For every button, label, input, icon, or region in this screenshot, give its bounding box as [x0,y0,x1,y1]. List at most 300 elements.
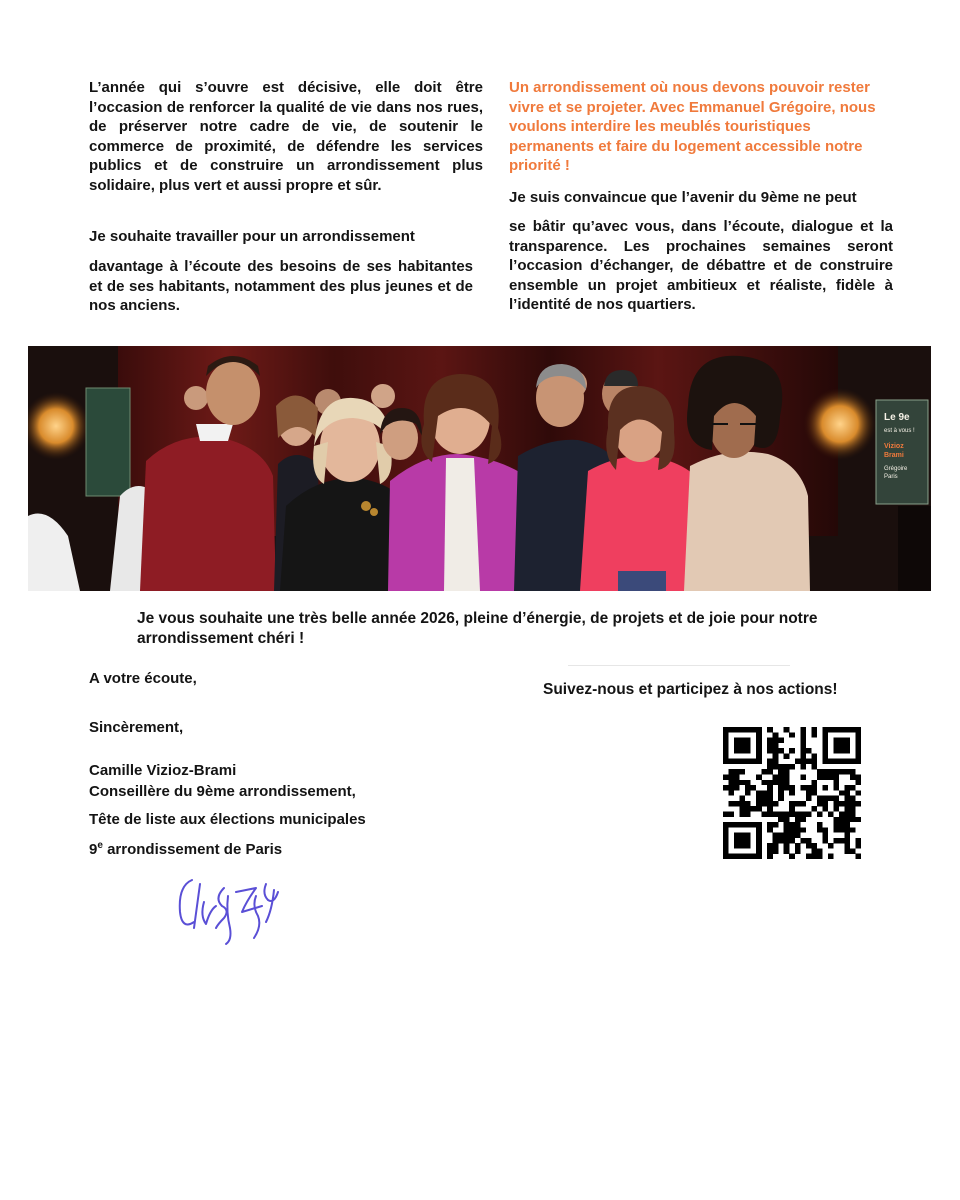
qr-module [811,785,817,790]
qr-module [789,732,795,737]
qr-module [800,838,806,843]
qr-module [800,764,806,769]
qr-module [740,833,746,838]
qr-module [756,801,762,806]
qr-module [745,843,751,848]
qr-module [806,748,812,753]
qr-module [767,780,773,785]
qr-module [811,806,817,811]
qr-module [756,843,762,848]
qr-module [734,801,740,806]
district-superscript: e [97,840,103,851]
qr-module [817,769,823,774]
qr-module [762,769,768,774]
qr-module [833,780,839,785]
signer-district [89,840,282,860]
qr-module [723,854,729,859]
qr-module [756,743,762,748]
qr-module [811,790,817,795]
qr-module [734,843,740,848]
qr-module [723,843,729,848]
qr-module [806,838,812,843]
qr-module [740,843,746,848]
qr-module [729,780,735,785]
qr-module [734,759,740,764]
qr-module [751,854,757,859]
qr-module [784,817,790,822]
qr-module [773,743,779,748]
qr-module [778,785,784,790]
qr-module [745,822,751,827]
qr-module [740,738,746,743]
qr-module [817,801,823,806]
qr-module [828,769,834,774]
qr-module [800,753,806,758]
qr-module [850,727,856,732]
qr-module [729,811,735,816]
qr-module [751,785,757,790]
qr-module [806,790,812,795]
qr-module [729,785,735,790]
qr-module [751,759,757,764]
qr-module [817,848,823,853]
qr-module [740,759,746,764]
qr-module [833,738,839,743]
qr-module [800,738,806,743]
qr-module [740,838,746,843]
qr-module [795,801,801,806]
qr-module [855,775,861,780]
qr-module [723,759,729,764]
qr-module [850,817,856,822]
qr-module [723,743,729,748]
qr-module [850,801,856,806]
qr-module [773,753,779,758]
qr-module [844,827,850,832]
qr-module [855,743,861,748]
qr-module [784,769,790,774]
qr-module [822,838,828,843]
qr-module [756,854,762,859]
qr-module [828,811,834,816]
qr-module [756,727,762,732]
poster-name-3: Grégoire [884,466,908,472]
qr-module [850,775,856,780]
qr-module [740,769,746,774]
qr-module [822,785,828,790]
qr-module [767,769,773,774]
qr-module [773,780,779,785]
qr-module [723,775,729,780]
signer-list-head: Tête de liste aux élections municipales [89,811,366,828]
qr-module [778,833,784,838]
qr-module [844,843,850,848]
qr-module [817,796,823,801]
qr-module [723,833,729,838]
qr-module [839,817,845,822]
qr-module [734,833,740,838]
qr-module [855,780,861,785]
qr-module [778,790,784,795]
qr-module [767,827,773,832]
qr-module [789,748,795,753]
qr-module [839,801,845,806]
qr-module [773,843,779,848]
qr-module [822,806,828,811]
qr-module [817,822,823,827]
poster-title: Le 9e [884,412,910,423]
qr-module [767,743,773,748]
qr-module [734,838,740,843]
qr-module [778,796,784,801]
qr-module [789,822,795,827]
qr-module [844,743,850,748]
qr-module [773,775,779,780]
qr-module [833,796,839,801]
new-year-wishes: Je vous souhaite une très belle année 2026, pleine d’énergie, de projets et de joie pour notre arrondissement chéri ! [137,610,818,647]
intro-paragraph-1: L’année qui s’ouvre est décisive, elle doit être l’occasion de renforcer la qualité de vie dans nos rues, de préserver notre cadre de vie, de soutenir le commerce de proximité, de défendre les services publics et de construire un arrondissement plus solidaire, plus vert et aussi propre et sûr. [89,79,483,194]
qr-module [844,838,850,843]
qr-module [822,801,828,806]
qr-module [855,817,861,822]
qr-module [839,769,845,774]
qr-module [756,833,762,838]
qr-module [756,796,762,801]
qr-module [729,801,735,806]
qr-module [855,790,861,795]
qr-module [850,785,856,790]
qr-module [756,748,762,753]
qr-module [839,727,845,732]
qr-module [745,833,751,838]
qr-module [756,738,762,743]
qr-module [723,848,729,853]
qr-module [773,732,779,737]
qr-module [756,753,762,758]
qr-module [767,854,773,859]
closing-ecoute: A votre écoute, [89,670,197,687]
qr-module [822,827,828,832]
qr-module [850,827,856,832]
qr-module [767,822,773,827]
qr-module [778,817,784,822]
housing-highlight: Un arrondissement où nous devons pouvoir rester vivre et se projeter. Avec Emmanuel Grégoire, nous voulons interdire les meublés touristiques permanents et faire du logement accessible notre priorité ! [509,79,876,174]
intro-paragraph-2: davantage à l’écoute des besoins de ses habitantes et de ses habitants, notamment des plus jeunes et de nos anciens. [89,258,473,314]
qr-module [773,822,779,827]
qr-module [822,748,828,753]
qr-module [723,753,729,758]
qr-module [855,753,861,758]
qr-module [778,838,784,843]
qr-module [767,738,773,743]
qr-module [734,748,740,753]
poster-subtitle: est à vous ! [884,428,915,434]
qr-module [789,764,795,769]
qr-module [762,801,768,806]
qr-module [762,811,768,816]
qr-module [800,743,806,748]
qr-module [778,780,784,785]
qr-module [789,806,795,811]
qr-module [800,827,806,832]
qr-module [811,727,817,732]
qr-module [828,775,834,780]
qr-module [839,838,845,843]
qr-module [734,785,740,790]
qr-module [844,769,850,774]
qr-module [855,738,861,743]
qr-module [762,780,768,785]
qr-module [751,822,757,827]
qr-module [767,796,773,801]
qr-module [723,732,729,737]
qr-module [844,785,850,790]
qr-module [767,727,773,732]
qr-module [784,785,790,790]
qr-module [850,811,856,816]
qr-module [800,817,806,822]
qr-module [745,801,751,806]
future-paragraph: se bâtir qu’avec vous, dans l’écoute, dialogue et la transparence. Les prochaines semaines seront l’occasion d’échanger, de débattre et de construire ensemble un projet ambitieux et réaliste, fidèle à l’identité de nos quartiers. [509,218,893,313]
qr-module [740,801,746,806]
qr-module [745,780,751,785]
district-label: arrondissement de Paris [102,841,283,858]
future-paragraph-line1: Je suis convaincue que l’avenir du 9ème ne peut [509,189,857,206]
qr-module [800,759,806,764]
qr-module [800,748,806,753]
qr-module [784,775,790,780]
qr-module [855,748,861,753]
qr-module [773,838,779,843]
qr-module [734,738,740,743]
qr-module [784,827,790,832]
qr-module [773,759,779,764]
qr-module [822,769,828,774]
handwritten-signature [170,866,290,948]
qr-module [844,848,850,853]
qr-module [855,759,861,764]
qr-module [833,827,839,832]
qr-module [767,848,773,853]
qr-module [822,738,828,743]
qr-module [839,822,845,827]
qr-module [822,833,828,838]
qr-module [740,743,746,748]
qr-module [855,843,861,848]
qr-module [784,833,790,838]
qr-module [811,854,817,859]
qr-module [734,743,740,748]
qr-module [822,743,828,748]
qr-module [789,838,795,843]
qr-module [729,769,735,774]
qr-module [839,743,845,748]
qr-module [773,801,779,806]
qr-module [828,759,834,764]
qr-module [784,822,790,827]
qr-module [756,838,762,843]
signer-role: Conseillère du 9ème arrondissement, [89,783,356,800]
qr-module [756,790,762,795]
qr-module [745,738,751,743]
qr-module [773,848,779,853]
qr-module [767,785,773,790]
qr-module [806,843,812,848]
qr-module [789,790,795,795]
qr-module [817,854,823,859]
qr-module [789,785,795,790]
qr-module [839,811,845,816]
qr-module [773,748,779,753]
qr-module [756,732,762,737]
qr-module [828,796,834,801]
qr-module [773,738,779,743]
qr-module [811,848,817,853]
qr-module [784,764,790,769]
qr-module [855,732,861,737]
qr-module [800,727,806,732]
qr-module [756,848,762,853]
qr-module [745,811,751,816]
qr-module [800,811,806,816]
intro-paragraph-2-line1: Je souhaite travailler pour un arrondissement [89,228,415,245]
qr-module [756,759,762,764]
qr-module [811,732,817,737]
qr-module [833,759,839,764]
qr-module [773,764,779,769]
group-photo [28,346,931,591]
qr-module [833,769,839,774]
qr-module [740,811,746,816]
qr-module [833,743,839,748]
qr-module [822,796,828,801]
qr-module [833,785,839,790]
qr-module [811,843,817,848]
qr-module [822,775,828,780]
qr-module [784,848,790,853]
qr-module [767,790,773,795]
qr-module [723,822,729,827]
poster-name-1: Vizioz [884,443,904,450]
qr-module [729,854,735,859]
qr-module [844,748,850,753]
qr-module [844,801,850,806]
qr-module [795,843,801,848]
qr-module [729,759,735,764]
qr-module [723,785,729,790]
qr-module [767,748,773,753]
qr-module [756,806,762,811]
qr-module [817,811,823,816]
qr-module [795,822,801,827]
qr-module [789,811,795,816]
qr-module [811,753,817,758]
qr-module [778,738,784,743]
qr-module [839,790,845,795]
qr-module [839,827,845,832]
qr-module [833,775,839,780]
qr-module [740,854,746,859]
qr-module [855,854,861,859]
qr-module [800,732,806,737]
qr-module [844,738,850,743]
qr-module [756,822,762,827]
qr-module [740,748,746,753]
qr-module [795,848,801,853]
qr-module [855,727,861,732]
qr-module [778,769,784,774]
qr-module [817,775,823,780]
qr-module [762,796,768,801]
qr-module [723,838,729,843]
closing-sincerement: Sincèrement, [89,719,184,736]
qr-module [767,801,773,806]
qr-module [850,769,856,774]
qr-module [795,827,801,832]
qr-module [740,727,746,732]
qr-module [789,833,795,838]
qr-module [745,838,751,843]
qr-module [784,727,790,732]
qr-module [778,811,784,816]
qr-module [729,822,735,827]
qr-module [745,790,751,795]
qr-module [844,796,850,801]
qr-module [723,727,729,732]
qr-module [773,811,779,816]
qr-module [833,727,839,732]
follow-us-cta: Suivez-nous et participez à nos actions! [543,681,838,698]
qr-module [833,822,839,827]
qr-module [767,811,773,816]
qr-module [855,838,861,843]
qr-module [839,748,845,753]
divider [568,665,790,666]
qr-module [767,843,773,848]
qr-module [811,780,817,785]
qr-module [833,801,839,806]
qr-code-icon[interactable] [723,727,861,859]
qr-module [833,748,839,753]
qr-module [784,843,790,848]
qr-module [844,833,850,838]
qr-module [751,806,757,811]
qr-module [833,806,839,811]
qr-module [784,811,790,816]
qr-module [844,790,850,795]
qr-module [740,806,746,811]
qr-module [767,806,773,811]
qr-module [850,759,856,764]
qr-module [795,817,801,822]
qr-module [729,775,735,780]
qr-module [822,732,828,737]
qr-module [745,806,751,811]
qr-module [740,822,746,827]
district-number: 9 [89,841,98,858]
qr-module [778,775,784,780]
qr-module [806,854,812,859]
qr-module [806,811,812,816]
qr-module [839,738,845,743]
qr-module [828,727,834,732]
qr-module [745,785,751,790]
qr-module [784,838,790,843]
qr-module [800,785,806,790]
qr-module [784,780,790,785]
signer-name: Camille Vizioz-Brami [89,762,237,779]
qr-module [822,753,828,758]
